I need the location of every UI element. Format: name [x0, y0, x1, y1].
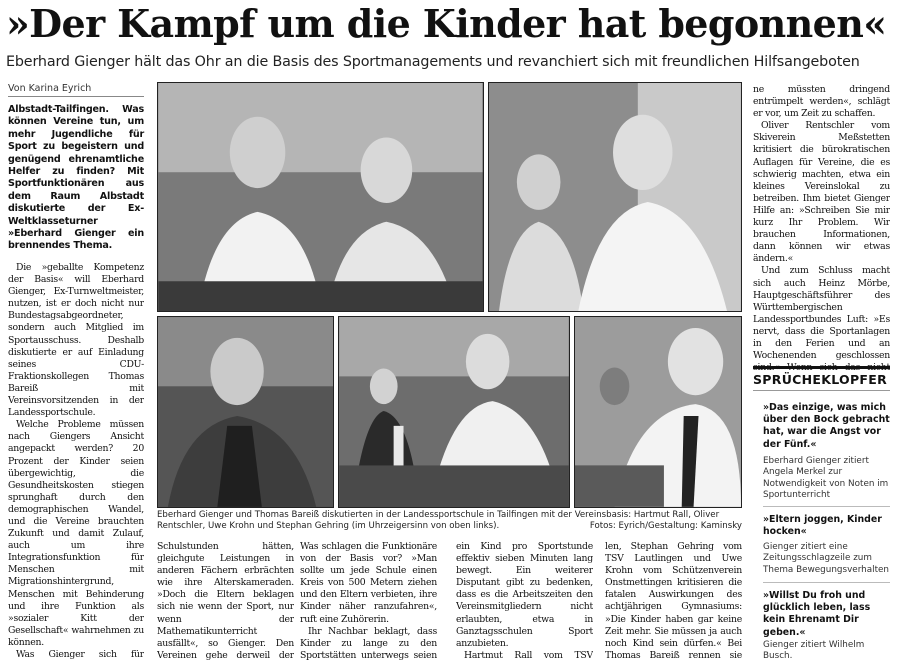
article-column-5 [605, 541, 742, 663]
paragraph: Schulstunden hätten, gleichgute Leistungen in anderen Fächern erbrächten wie ihre Alterskameraden. »Doch die Eltern beklagen sich nie wenn der Sport, nur wenn der Mathematikunterricht ausfällt«, so Gienger. Den Vereinen gehe derweil der [157, 541, 294, 661]
byline: Von Karina Eyrich [8, 83, 144, 97]
photo-rentschler [157, 316, 334, 508]
paragraph: Hartmut Rall vom TSV [464, 649, 593, 661]
photo-rall-group-image [489, 83, 741, 311]
article-column-right [753, 84, 890, 374]
paragraph: ne müssten dringend entrümpelt werden«, schlägt er vor, um Zeit zu schaffen. [753, 84, 890, 120]
sidebar-quote-source: Eberhard Gienger zitiert Angela Merkel zur Notwendigkeit von Noten im Sportunterricht [763, 456, 889, 501]
sidebar-quote: »Das einzige, was mich über den Bock gebracht hat, war die Angst vor der Fünf.« [763, 402, 890, 450]
paragraph: Was schlagen die Funktionäre von der Basis vor? »Man sollte um jede Schule einen Kreis von 500 Metern ziehen und den Eltern verbieten, ihre Kinder näher ranzufahren«, ruft eine Zuhörerin. [300, 541, 437, 625]
photo-credit: Fotos: Eyrich/Gestaltung: Kaminsky [586, 521, 742, 532]
paragraph: len, Stephan Gehring vom TSV Lautlingen und Uwe Krohn vom Schützenverein Onstmettingen kritisieren die fatalen Auswirkungen des achtjährigen Gymnasiums: »Die Kinder haben gar keine Zeit mehr. Sie müssen ja auch noch Kind sein dürfen.« Bei Thomas Bareiß rennen sie [605, 541, 742, 661]
photo-roundtable [338, 316, 570, 508]
subheadline: Eberhard Gienger hält das Ohr an die Basis des Sportmanagements und revanchiert sich mit freundlichen Hilfsangeboten [6, 54, 860, 70]
article-column-4 [456, 541, 593, 663]
sidebar-quote: »Willst Du froh und glücklich leben, lass kein Ehrenamt Dir geben.« [763, 590, 871, 638]
photo-gienger-bareiss-image [158, 83, 483, 311]
article-column-2 [157, 541, 294, 663]
photo-rentschler-image [158, 317, 333, 507]
article-column-1 [8, 262, 144, 662]
paragraph: Die »geballte Kompetenz der Basis« will Eberhard Gienger, Ex-Turnweltmeister, nutzen, ist er doch nicht nur Bundestagsabgeordneter, sondern auch Mitglied im Sportausschuss. Deshalb diskutierte er auf Einladung seines CDU-Fraktionskollegen Thomas Bareiß mit Vereinsvorsitzenden in der Landessportschule. [8, 262, 144, 419]
quote-divider [763, 506, 890, 507]
paragraph: Ihr Nachbar beklagt, dass Kinder zu lange zu den Sportstätten unterwegs seien [300, 625, 437, 661]
sidebar-quote-source: Gienger zitiert eine Zeitungsschlagzeile zum Thema Bewegungsverhalten [763, 542, 889, 575]
paragraph: Welche Probleme müssen nach Giengers Ansicht angepackt werden? 20 Prozent der Kinder seien übergewichtig, die Gesundheitskosten stiegen sprunghaft durch den demographischen Wandel, und die Vereine brauchten Zukunft und damit Zulauf, auch um ihre Integrationsfunktion für Menschen mit Migrationshintergrund, Menschen mit Behinderung und ihre Funktion als »sozialer Kitt der Gesellschaft« wahrnehmen zu können. [8, 419, 144, 648]
photo-caption [157, 510, 742, 531]
photo-krohn-image [575, 317, 741, 507]
paragraph: Was Gienger sich für [16, 649, 144, 660]
paragraph: ein Kind pro Sportstunde effektiv sieben Minuten lang bewegt. Ein weiterer Disputant gibt zu bedenken, dass es die Arbeitszeiten den Vereinsmitgliedern nicht erlaubten, etwa in Ganztagsschulen Sport anzubieten. [456, 541, 593, 649]
sidebar-divider [753, 390, 890, 391]
article-column-3 [300, 541, 437, 663]
headline: »Der Kampf um die Kinder hat begonnen« [6, 1, 887, 46]
sidebar-quote-source: Gienger zitiert Wilhelm Busch. [763, 640, 865, 662]
teaser: Albstadt-Tailfingen. Was können Vereine tun, um mehr Jugendliche für Sport zu begeistern und genügend ehrenamtliche Helfer zu finden? Mit Sportfunktionären aus dem Raum Albstadt diskutierte der Ex-Weltklasseturner »Eberhard Gienger ein brennendes Thema. [8, 104, 144, 252]
photo-krohn [574, 316, 742, 508]
caption-text: Eberhard Gienger und Thomas Bareiß diskutierten in der Landessportschule in Tailfingen mit der Vereinsbasis: Hartmut Rall, Oliver Rentschler, Uwe Krohn und Stephan Gehring (im Uhrzeigersinn von oben links). [157, 510, 720, 531]
sidebar-quote: »Eltern joggen, Kinder hocken« [763, 514, 882, 538]
paragraph: Und zum Schluss macht sich auch Heinz Mörbe, Hauptgeschäftsführer des Württembergischen Landessportbundes Luft: »Es nervt, dass die Sportanlagen in den Ferien und an Wochenenden geschlossen sind.« Wenn sich das nicht [753, 265, 890, 374]
paragraph: Oliver Rentschler vom Skiverein Meßstetten kritisiert die bürokratischen Auflagen für Vereine, die es schwierig machten, etwa ein kleines Vereinslokal zu betreiben. Ihm bietet Gienger Hilfe an: »Schreiben Sie mir kurz Ihr Problem. Wir brauchen Informationen, dann können wir etwas ändern.« [753, 120, 890, 265]
photo-rall-group [488, 82, 742, 312]
sidebar-title: SPRÜCHEKLOPFER [753, 366, 890, 387]
photo-gienger-bareiss [157, 82, 484, 312]
quote-divider [763, 582, 890, 583]
photo-roundtable-image [339, 317, 569, 507]
